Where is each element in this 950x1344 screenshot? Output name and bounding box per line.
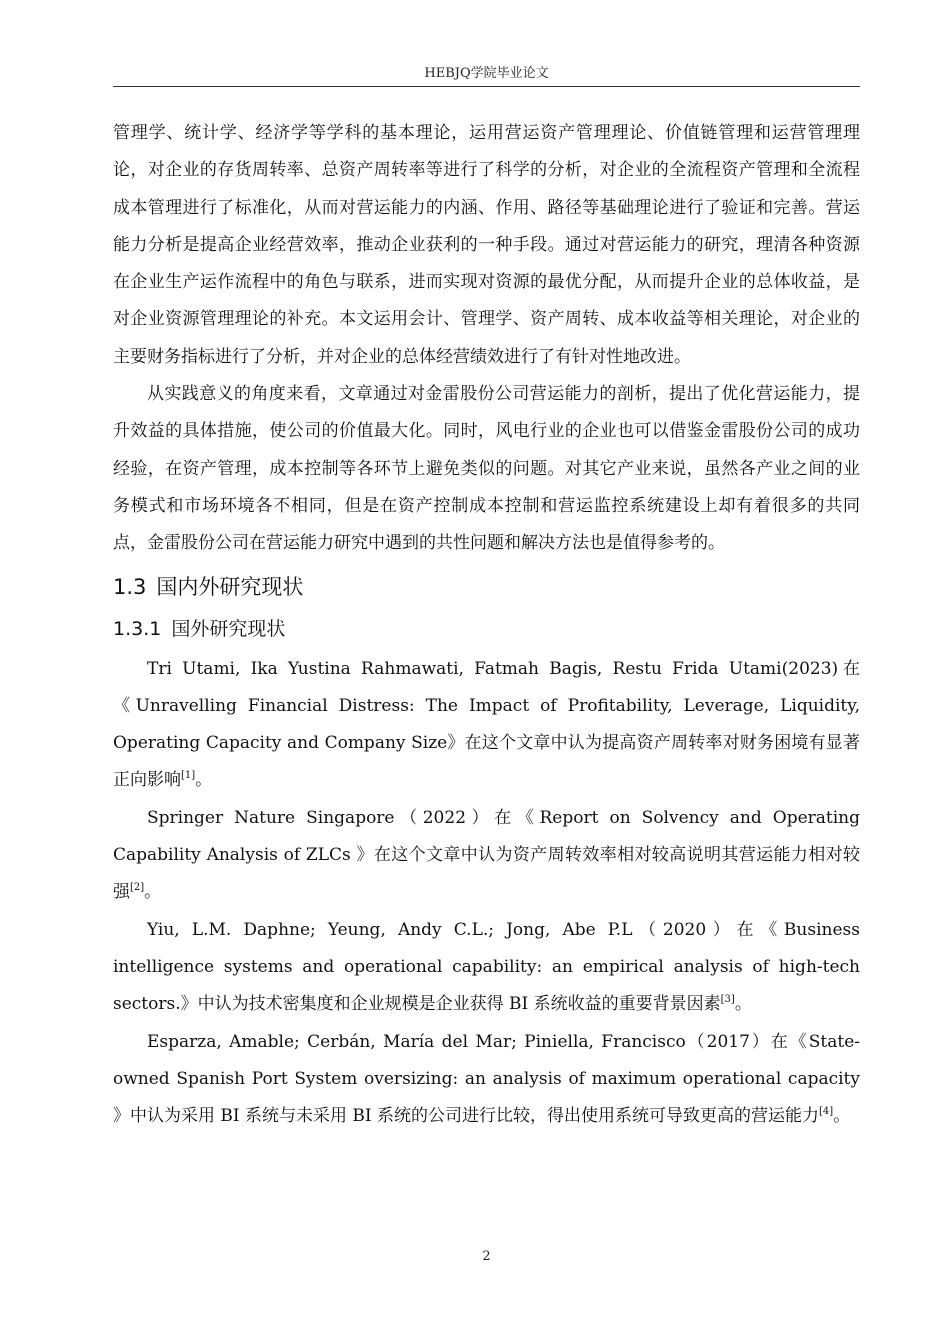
citation-marker[interactable]: [3] (720, 994, 735, 1006)
header-divider (113, 86, 860, 87)
section-heading (113, 567, 860, 607)
citation-marker[interactable]: [4] (819, 1106, 834, 1118)
page-body (113, 115, 860, 1135)
citation-marker[interactable]: [2] (130, 882, 145, 894)
reference-text: Esparza, Amable; Cerbán, María del Mar; Piniella, Francisco（2017）在《State-owned Spanish Port System oversizing: an analysis of maximum operational capacity 》中认为采用 BI 系统与未采用 BI 系统的公司进行比较，得出使用系统可导致更高的营运能力 (113, 1031, 860, 1127)
subsection-title: 国外研究现状 (171, 617, 286, 640)
reference-text: Tri Utami, Ika Yustina Rahmawati, Fatmah Bagis, Restu Frida Utami(2023)在《Unravelling Financial Distress: The Impact of Profitability, Leverage, Liquidity, Operating Capacity and Company Size》在这个文章中认为提高资产周转率对财务困境有显著正向影响 (113, 658, 860, 791)
citation-marker[interactable]: [1] (181, 770, 196, 782)
body-paragraph: 管理学、统计学、经济学等学科的基本理论，运用营运资产管理理论、价值链管理和运营管理理论，对企业的存货周转率、总资产周转率等进行了科学的分析，对企业的全流程资产管理和全流程成本管理进行了标准化，从而对营运能力的内涵、作用、路径等基础理论进行了验证和完善。营运能力分析是提高企业经营效率，推动企业获利的一种手段。通过对营运能力的研究，理清各种资源在企业生产运作流程中的角色与联系，进而实现对资源的最优分配，从而提升企业的总体收益，是对企业资源管理理论的补充。本文运用会计、管理学、资产周转、成本收益等相关理论，对企业的主要财务指标进行了分析，并对企业的总体经营绩效进行了有针对性地改进。 (113, 123, 860, 367)
section-number: 1.3 (113, 574, 147, 599)
section-title: 国内外研究现状 (156, 574, 304, 599)
reference-paragraph: Springer Nature Singapore（2022）在《Report on Solvency and Operating Capability Analysis of ZLCs 》在这个文章中认为资产周转效率相对较高说明其营运能力相对较强[2]。 (113, 807, 860, 903)
reference-text: Springer Nature Singapore（2022）在《Report on Solvency and Operating Capability Analysis of ZLCs 》在这个文章中认为资产周转效率相对较高说明其营运能力相对较强 (113, 807, 860, 903)
page-number: 2 (482, 1249, 491, 1264)
reference-paragraph: Tri Utami, Ika Yustina Rahmawati, Fatmah Bagis, Restu Frida Utami(2023)在《Unravelling Financial Distress: The Impact of Profitability, Leverage, Liquidity, Operating Capacity and Company Size》在这个文章中认为提高资产周转率对财务困境有显著正向影响[1]。 (113, 658, 860, 791)
reference-paragraph: Esparza, Amable; Cerbán, María del Mar; Piniella, Francisco（2017）在《State-owned Spanish Port System oversizing: an analysis of maximum operational capacity 》中认为采用 BI 系统与未采用 BI 系统的公司进行比较，得出使用系统可导致更高的营运能力[4]。 (113, 1031, 860, 1127)
reference-text: Yiu, L.M. Daphne; Yeung, Andy C.L.; Jong, Abe P.L（2020）在《Business intelligence systems and operational capability: an empirical analysis of high-tech sectors.》中认为技术密集度和企业规模是企业获得 BI 系统收益的重要背景因素 (113, 919, 860, 1015)
reference-paragraph: Yiu, L.M. Daphne; Yeung, Andy C.L.; Jong, Abe P.L（2020）在《Business intelligence systems and operational capability: an empirical analysis of high-tech sectors.》中认为技术密集度和企业规模是企业获得 BI 系统收益的重要背景因素[3]。 (113, 919, 860, 1015)
body-paragraph: 从实践意义的角度来看，文章通过对金雷股份公司营运能力的剖析，提出了优化营运能力，提升效益的具体措施，使公司的价值最大化。同时，风电行业的企业也可以借鉴金雷股份公司的成功经验，在资产管理，成本控制等各环节上避免类似的问题。对其它产业来说，虽然各产业之间的业务模式和市场环境各不相同，但是在资产控制成本控制和营运监控系统建设上却有着很多的共同点，金雷股份公司在营运能力研究中遇到的共性问题和解决方法也是值得参考的。 (113, 384, 860, 554)
page-header: HEBJQ学院毕业论文 (424, 66, 549, 81)
subsection-number: 1.3.1 (113, 617, 162, 640)
subsection-heading (113, 609, 860, 649)
